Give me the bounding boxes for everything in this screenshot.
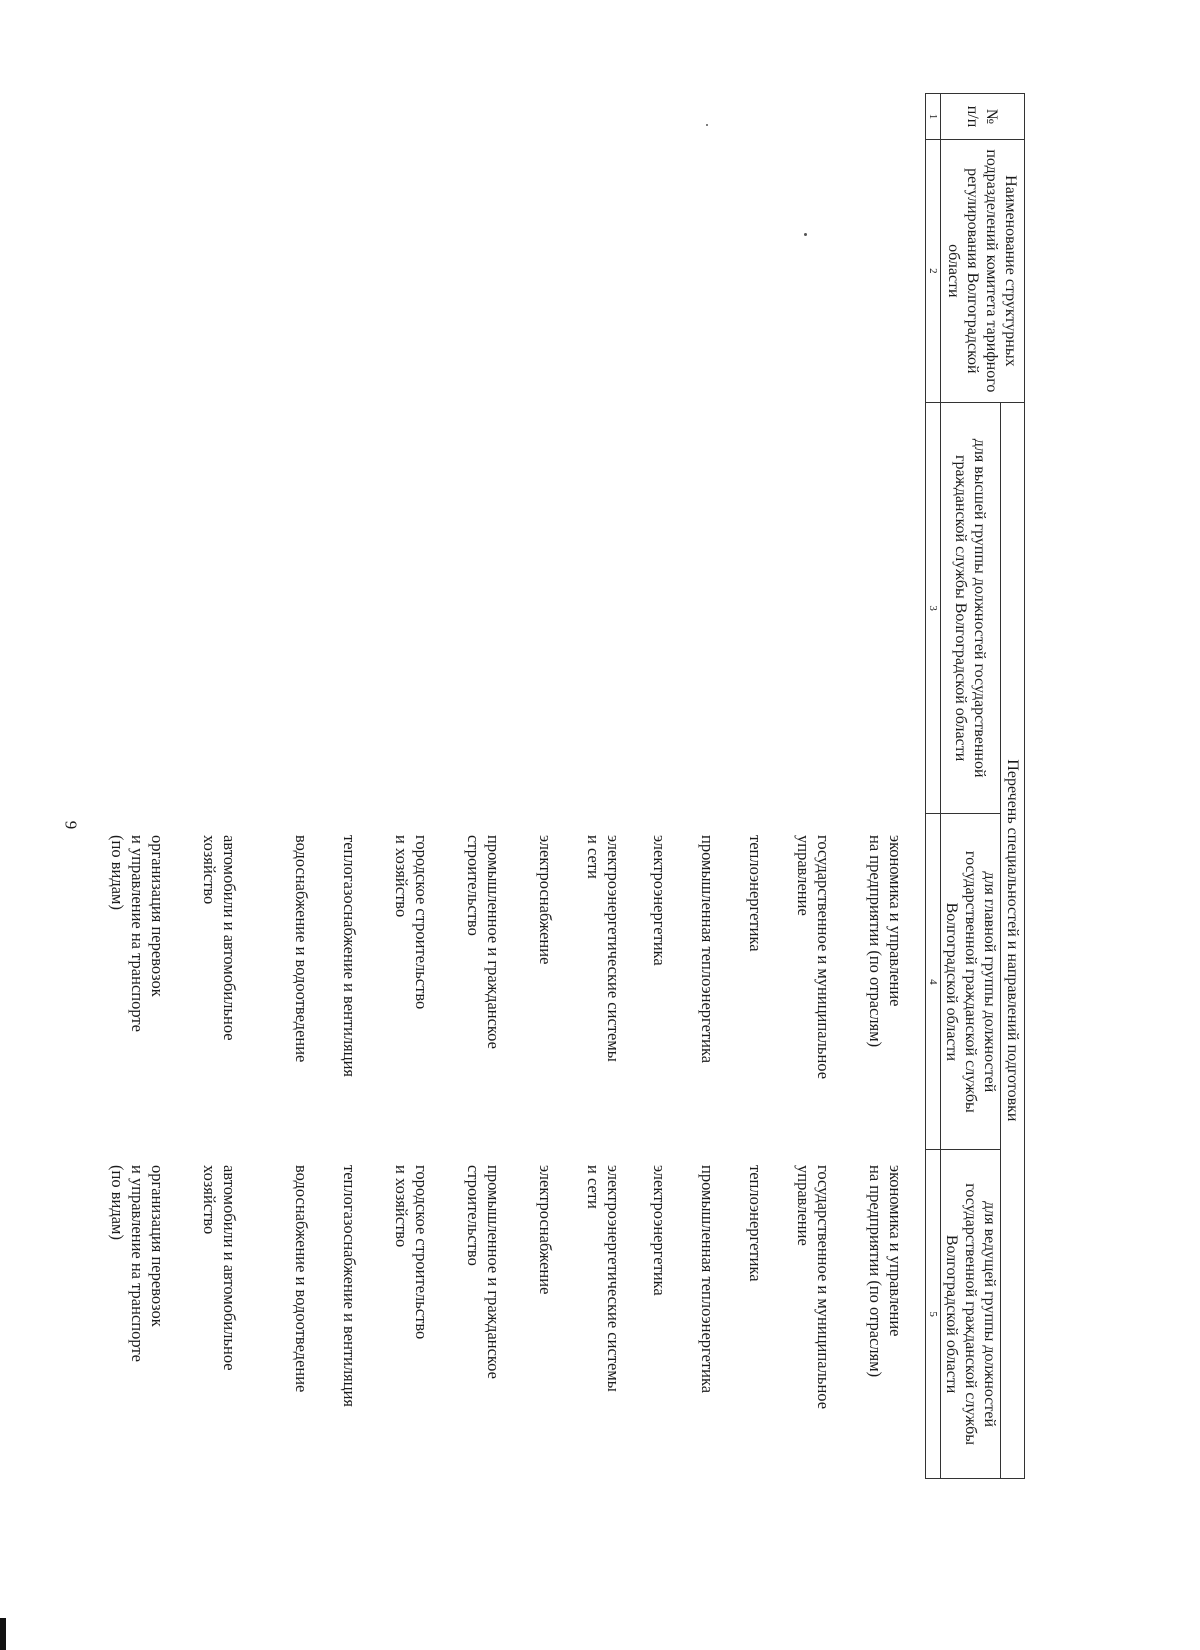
- header-main-group: для главной группы должностей государственной гражданской службы Волгоградской области: [941, 814, 1001, 1150]
- list-item: автомобили и автомобильное хозяйство: [200, 1165, 239, 1371]
- list-item: водоснабжение и водоотведение: [292, 835, 311, 1063]
- list-item: организация перевозок и управление на транспорте (по видам): [108, 835, 167, 1032]
- rotated-table-sheet: [108, 93, 1025, 1479]
- list-item: государственное и муниципальное управление: [794, 835, 833, 1080]
- column-number-2: 2: [926, 139, 941, 402]
- page-number: 9: [61, 820, 81, 830]
- list-item: теплогазоснабжение и вентиляция: [340, 1165, 359, 1408]
- list-item: теплоэнергетика: [746, 1165, 765, 1282]
- scan-speck: [804, 233, 807, 236]
- scan-edge-mark: [0, 1618, 6, 1650]
- list-item: автомобили и автомобильное хозяйство: [200, 835, 239, 1041]
- list-item: электроэнергетика: [650, 1165, 669, 1296]
- list-item: электроснабжение: [536, 835, 555, 965]
- list-item: государственное и муниципальное управление: [794, 1165, 833, 1410]
- list-item: экономика и управление на предприятии (по отраслям): [866, 1165, 905, 1378]
- scan-speck: [706, 124, 708, 126]
- list-item: городское строительство и хозяйство: [392, 835, 431, 1010]
- list-item: электроэнергетические системы и сети: [584, 835, 623, 1062]
- list-item: экономика и управление на предприятии (по отраслям): [866, 835, 905, 1048]
- list-item: теплогазоснабжение и вентиляция: [340, 835, 359, 1078]
- list-item: электроснабжение: [536, 1165, 555, 1295]
- list-item: промышленная теплоэнергетика: [698, 1165, 717, 1394]
- list-item: водоснабжение и водоотведение: [292, 1165, 311, 1393]
- list-item: промышленная теплоэнергетика: [698, 835, 717, 1064]
- list-item: промышленное и гражданское строительство: [464, 1165, 503, 1379]
- column-number-4: 4: [926, 814, 941, 1150]
- column-number-3: 3: [926, 402, 941, 814]
- list-item: промышленное и гражданское строительство: [464, 835, 503, 1049]
- list-item: электроэнергетические системы и сети: [584, 1165, 623, 1392]
- header-subdivision: Наименование структурных подразделений комитета тарифного регулирования Волгоградской области: [941, 139, 1025, 402]
- list-item: теплоэнергетика: [746, 835, 765, 952]
- specialties-table: [925, 93, 1025, 1479]
- header-specialties-group: Перечень специальностей и направлений подготовки: [1001, 402, 1025, 1478]
- header-highest-group: для высшей группы должностей государственной гражданской службы Волгоградской области: [941, 402, 1001, 814]
- header-number: № п/п: [941, 94, 1025, 140]
- list-item: организация перевозок и управление на транспорте (по видам): [108, 1165, 167, 1362]
- list-item: электроэнергетика: [650, 835, 669, 966]
- column-number-5: 5: [926, 1150, 941, 1479]
- list-item: городское строительство и хозяйство: [392, 1165, 431, 1340]
- header-leading-group: для ведущей группы должностей государственной гражданской службы Волгоградской области: [941, 1150, 1001, 1479]
- column-number-1: 1: [926, 94, 941, 140]
